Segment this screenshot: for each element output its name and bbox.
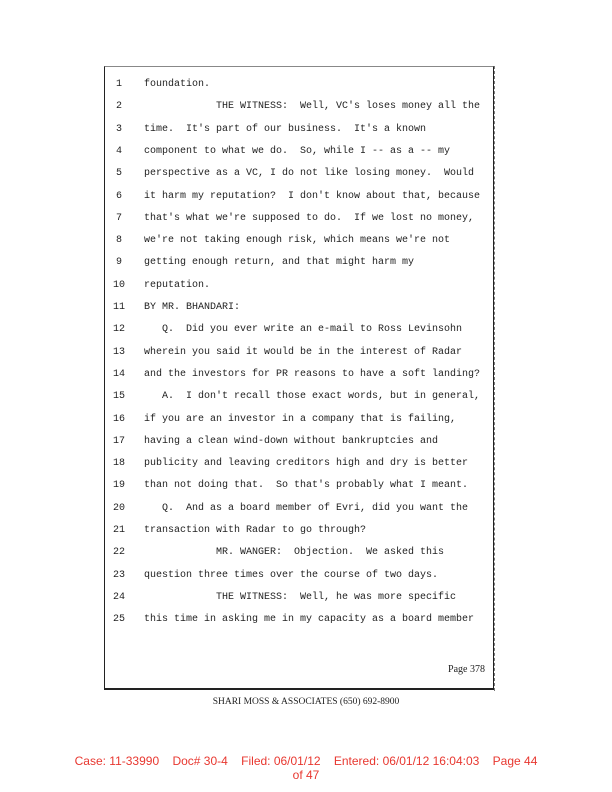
transcript-line <box>105 525 493 539</box>
transcript-line <box>105 191 493 205</box>
line-number: 15 <box>112 391 125 403</box>
line-text: than not doing that. So that's probably what I meant. <box>144 480 469 492</box>
line-number: 14 <box>112 368 125 380</box>
line-text: getting enough return, and that might harm my <box>144 257 415 269</box>
transcript-line <box>105 436 493 450</box>
line-number: 13 <box>112 346 125 358</box>
line-number: 21 <box>112 525 125 536</box>
line-text: transaction with Radar to go through? <box>144 525 367 536</box>
page-edge <box>493 66 495 691</box>
court-stamp-line2: of 47 <box>292 768 320 782</box>
line-text: that's what we're supposed to do. If we lost no money, <box>144 212 475 224</box>
transcript-line <box>105 79 493 93</box>
line-text: reputation. <box>144 279 211 291</box>
line-text: this time in asking me in my capacity as a board member <box>144 614 475 626</box>
line-number: 9 <box>115 257 122 269</box>
transcript-line <box>105 391 493 405</box>
line-number: 6 <box>115 190 122 202</box>
transcript-line <box>105 347 493 361</box>
line-text: foundation. <box>144 79 211 90</box>
line-number: 17 <box>112 435 125 447</box>
line-number: 22 <box>112 547 125 559</box>
line-text: if you are an investor in a company that is failing, <box>144 413 457 425</box>
transcript-page <box>104 66 494 690</box>
transcript-line <box>105 101 493 115</box>
transcript-line <box>105 168 493 182</box>
transcript-line <box>105 503 493 517</box>
line-text: MR. WANGER: Objection. We asked this <box>144 547 445 559</box>
line-number: 24 <box>112 591 125 603</box>
line-number: 2 <box>115 101 122 113</box>
transcript-line <box>105 614 493 628</box>
line-text: perspective as a VC, I do not like losing money. Would <box>144 168 475 180</box>
line-number: 11 <box>112 302 125 313</box>
line-number: 10 <box>112 279 125 291</box>
line-number: 16 <box>112 413 125 425</box>
transcript-line <box>105 213 493 227</box>
transcript-line <box>105 324 493 338</box>
line-text: THE WITNESS: Well, VC's loses money all the <box>144 101 481 113</box>
transcript-line <box>105 235 493 249</box>
line-number: 7 <box>115 212 122 224</box>
line-number: 20 <box>112 502 125 514</box>
transcript-line <box>105 257 493 271</box>
line-text: A. I don't recall those exact words, but in general, <box>144 391 481 403</box>
transcript-line <box>105 480 493 494</box>
line-text: it harm my reputation? I don't know about that, because <box>144 190 481 202</box>
line-number: 18 <box>112 458 125 470</box>
line-text: we're not taking enough risk, which means we're not <box>144 235 451 247</box>
line-number: 4 <box>115 145 122 157</box>
transcript-line <box>105 280 493 294</box>
transcript-line <box>105 570 493 584</box>
transcript-line <box>105 414 493 428</box>
line-number: 5 <box>115 168 122 180</box>
transcript-line <box>105 302 493 316</box>
line-text: Q. Did you ever write an e-mail to Ross Levinsohn <box>144 324 463 336</box>
line-text: THE WITNESS: Well, he was more specific <box>144 591 457 603</box>
line-number: 12 <box>112 324 125 336</box>
line-text: Q. And as a board member of Evri, did you want the <box>144 502 469 514</box>
line-number: 3 <box>115 123 122 135</box>
line-number: 1 <box>115 79 122 90</box>
line-number: 8 <box>115 235 122 247</box>
line-text: BY MR. BHANDARI: <box>144 302 241 313</box>
page-number: Page 378 <box>448 664 485 675</box>
transcript-line <box>105 592 493 606</box>
transcript-line <box>105 369 493 383</box>
transcript-line <box>105 146 493 160</box>
line-text: time. It's part of our business. It's a known <box>144 123 427 135</box>
line-text: and the investors for PR reasons to have a soft landing? <box>144 368 481 380</box>
line-text: component to what we do. So, while I -- as a -- my <box>144 145 451 157</box>
transcript-line <box>105 547 493 561</box>
line-text: wherein you said it would be in the interest of Radar <box>144 346 463 358</box>
line-number: 25 <box>112 614 125 626</box>
line-number: 23 <box>112 569 125 581</box>
line-text: publicity and leaving creditors high and dry is better <box>144 458 469 470</box>
transcript-line <box>105 124 493 138</box>
line-number: 19 <box>112 480 125 492</box>
reporter-footer: SHARI MOSS & ASSOCIATES (650) 692-8900 <box>212 697 400 707</box>
line-text: question three times over the course of two days. <box>144 569 439 581</box>
transcript-line <box>105 458 493 472</box>
court-stamp-line1: Case: 11-33990 Doc# 30-4 Filed: 06/01/12 Entered: 06/01/12 16:04:03 Page 44 <box>74 754 538 768</box>
line-text: having a clean wind-down without bankruptcies and <box>144 435 439 447</box>
